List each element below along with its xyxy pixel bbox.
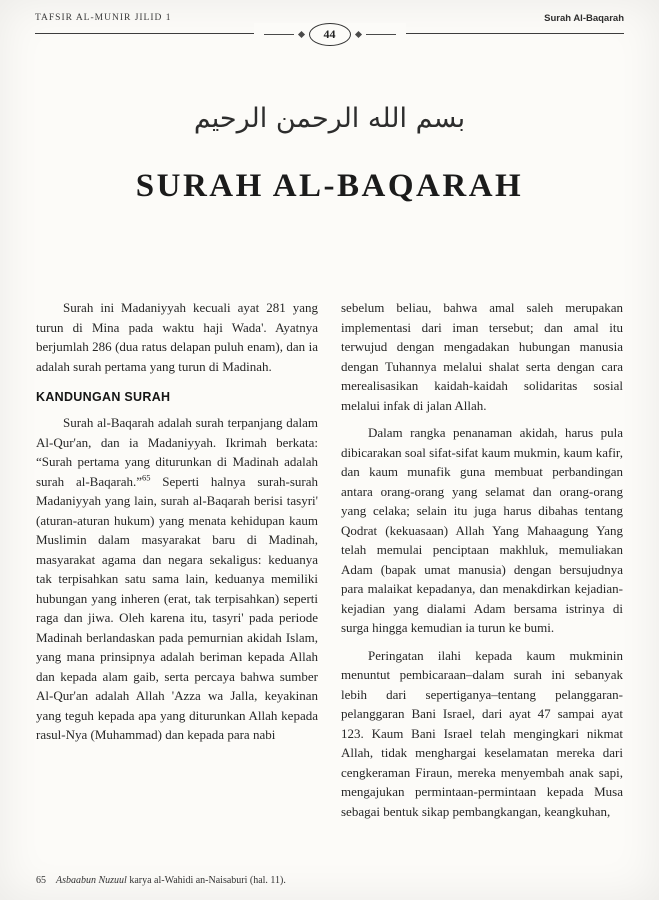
paragraph-kandungan-part-b: Seperti halnya surah-surah Madaniyyah yang lain, surah al-Baqarah berisi tasyri' (aturan-aturan hukum) yang menata kehidupan kaum Muslimin dalam masyarakat baru di Madinah, masyarakat agama dan negara sekaligus: keduanya tak terpisahkan satu sama lain, keduanya memiliki hubungan yang inheren (erat, tak terpisahkan) seperti raga dan jiwa. Oleh karena itu, tasyri' pada periode Madinah berlandaskan pada pemurnian akidah Islam, yang mana prinsipnya adalah beriman kepada Allah dan kepada alam gaib, serta percaya bahwa sumber Al-Qur'an adalah Allah 'Azza wa Jalla, keyakinan yang teguh kepada apa yang diturunkan Allah kepada rasul-Nya (Muhammad) dan kepada para nabi (36, 473, 318, 742)
paragraph-akidah: Dalam rangka penanaman akidah, harus pula dibicarakan soal sifat-sifat kaum mukmin, kaum kafir, dan kaum munafik guna membuat perbandingan antara orang-orang yang selamat dan orang-orang yang celaka; selain itu juga harus dibahas tentang Qodrat (kekuasaan) Allah Yang Mahaagung Yang telah memulai penciptaan makhluk, memuliakan Adam (bapak umat manusia) dengan bersujudnya para malaikat kepadanya, dan menakdirkan kejadian-kejadian yang dialami Adam bersama istrinya di surga hingga kemudian ia turun ke bumi. (341, 425, 623, 635)
footnote-text: karya al-Wahidi an-Naisaburi (hal. 11). (126, 874, 286, 886)
paragraph-bani-israel: Peringatan ilahi kepada kaum mukminin menuntut pembicaraan–dalam surah ini sebanyak lebih dari sepertiganya–tentang pelanggaran-pelanggaran Bani Israel, dari ayat 47 sampai ayat 123. Kaum Bani Israel telah mengingkari nikmat Allah, tidak menghargai keselamatan mereka dari cengkeraman Firaun, mereka menyembah anak sapi, mengajukan permintaan-permintaan kepada Musa sebagai bentuk sikap pembangkangan, keangkuhan, (341, 647, 623, 819)
paragraph-kandungan-part-a: Surah al-Baqarah adalah surah terpanjang dalam Al-Qur'an, dan ia Madaniyyah. Ikrimah berkata: “Surah pertama yang diturunkan di Madinah adalah surah al-Baqarah.” (36, 415, 318, 489)
bismillah-calligraphy: بسم الله الرحمن الرحيم (193, 103, 466, 134)
paragraph-kandungan (36, 413, 318, 745)
footnote-book-title: Asbaabun Nuzuul (56, 874, 127, 886)
surah-title: SURAH AL-BAQARAH (135, 168, 524, 204)
footnote (36, 874, 318, 888)
ornament-diamond-right (354, 31, 361, 38)
body-columns (36, 298, 623, 900)
page-number: 44 (323, 27, 336, 41)
page-number-ornament (254, 23, 406, 46)
page-number-medallion (309, 23, 351, 46)
section-heading-kandungan-surah: KANDUNGAN SURAH (36, 390, 171, 404)
running-head-right: Surah Al-Baqarah (544, 13, 624, 24)
page-header (35, 0, 624, 41)
ornament-line-left (264, 34, 294, 35)
footnote-number: 65 (36, 874, 46, 886)
left-column (36, 298, 318, 900)
ornament-diamond-left (297, 31, 304, 38)
footnote-reference: 65 (142, 472, 151, 483)
paragraph-intro: Surah ini Madaniyyah kecuali ayat 281 yang turun di Mina pada waktu haji Wada'. Ayatnya berjumlah 286 (dua ratus delapan puluh enam), dan ia adalah surah pertama yang turun di Madinah. (36, 300, 318, 374)
paragraph-continuation: sebelum beliau, bahwa amal saleh merupakan implementasi dari iman tersebut; dan amal itu terwujud dengan mengadakan hubungan manusia dengan Tuhannya melalui shalat serta dengan cara merealisasikan kaidah-kaidah solidaritas sosial melalui infak di jalan Allah. (341, 300, 623, 413)
right-column (341, 298, 623, 900)
ornament-line-right (366, 34, 396, 35)
running-head-left: TAFSIR AL-MUNIR JILID 1 (35, 13, 172, 23)
